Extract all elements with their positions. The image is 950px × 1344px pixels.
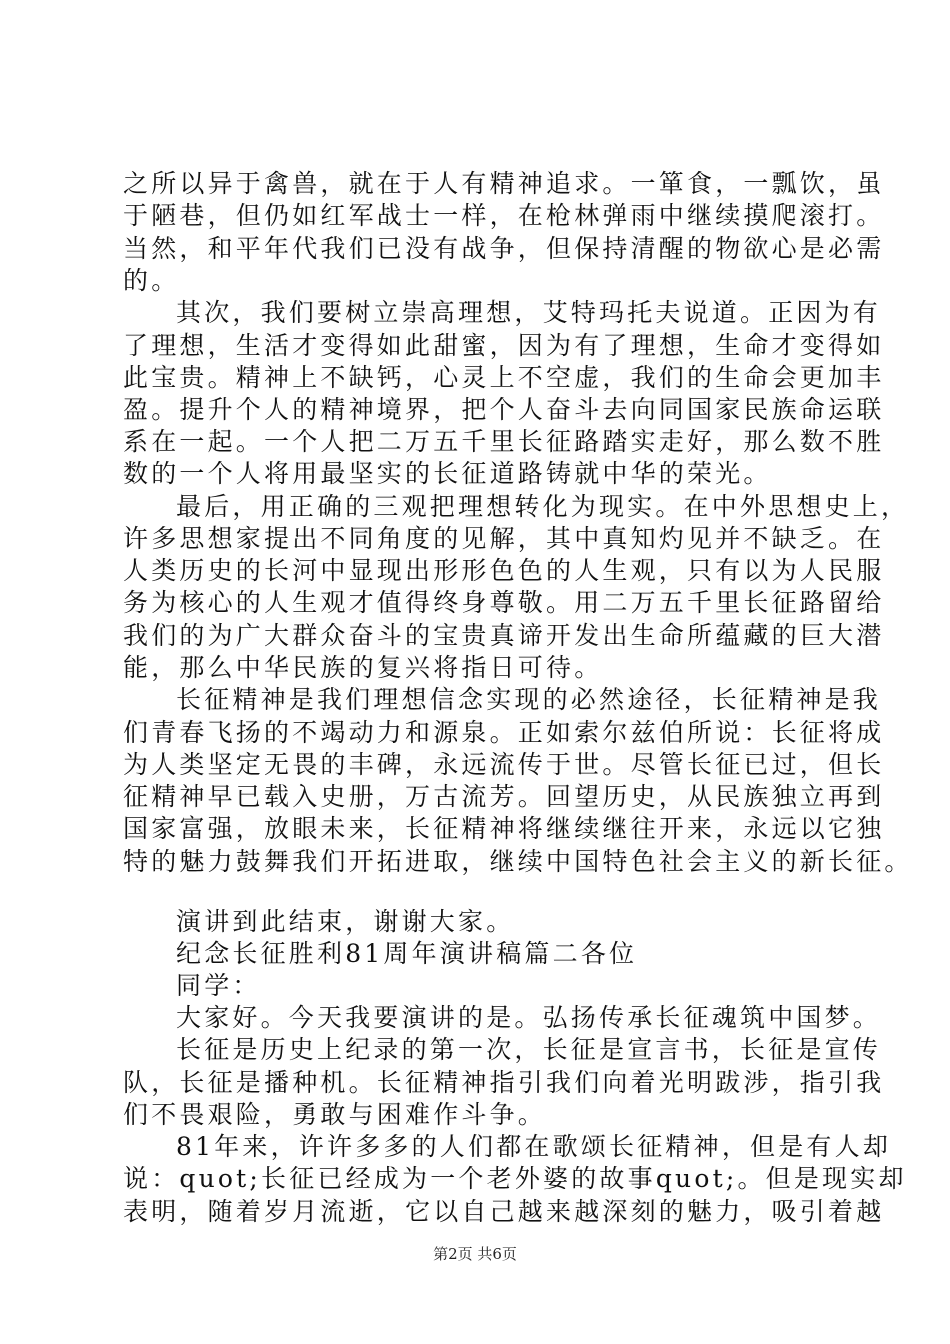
text-line-5: 其次，我们要树立崇高理想，艾特玛托夫说道。正因为有 xyxy=(176,298,882,327)
text-line-30: 81年来，许许多多的人们都在歌颂长征精神，但是有人却 xyxy=(176,1132,892,1161)
text-line-1: 之所以异于禽兽，就在于人有精神追求。一箪食，一瓢饮，虽 xyxy=(123,169,885,198)
text-line-13: 人类历史的长河中显现出形形色色的人生观，只有以为人民服 xyxy=(123,556,885,585)
text-line-17: 长征精神是我们理想信念实现的必然途径，长征精神是我 xyxy=(176,685,882,714)
text-line-6: 了理想，生活才变得如此甜蜜，因为有了理想，生命才变得如 xyxy=(123,331,885,360)
text-line-12: 许多思想家提出不同角度的见解，其中真知灼见并不缺乏。在 xyxy=(123,524,885,553)
text-line-14: 务为核心的人生观才值得终身尊敬。用二万五千里长征路留给 xyxy=(123,588,885,617)
text-line-4: 的。 xyxy=(123,266,180,295)
text-line-23: 演讲到此结束，谢谢大家。 xyxy=(176,907,515,936)
text-line-18: 们青春飞扬的不竭动力和源泉。正如索尔兹伯所说：长征将成 xyxy=(123,718,885,747)
text-line-19: 为人类坚定无畏的丰碑，永远流传于世。尽管长征已过，但长 xyxy=(123,750,885,779)
text-line-8: 盈。提升个人的精神境界，把个人奋斗去向同国家民族命运联 xyxy=(123,395,885,424)
text-line-11: 最后，用正确的三观把理想转化为现实。在中外思想史上， xyxy=(176,492,910,521)
text-line-29: 们不畏艰险，勇敢与困难作斗争。 xyxy=(123,1100,547,1129)
text-line-24: 纪念长征胜利81周年演讲稿篇二各位 xyxy=(176,939,638,968)
text-line-22: 特的魅力鼓舞我们开拓进取，继续中国特色社会主义的新长征。 xyxy=(123,847,913,876)
text-line-15: 我们的为广大群众奋斗的宝贵真谛开发出生命所蕴藏的巨大潜 xyxy=(123,621,885,650)
text-line-10: 数的一个人将用最坚实的长征道路铸就中华的荣光。 xyxy=(123,459,772,488)
text-line-32: 表明，随着岁月流逝，它以自己越来越深刻的魅力，吸引着越 xyxy=(123,1197,885,1226)
text-line-31: 说：quot;长征已经成为一个老外婆的故事quot;。但是现实却 xyxy=(123,1164,907,1193)
text-line-25: 同学： xyxy=(176,971,261,1000)
text-line-26: 大家好。今天我要演讲的是。弘扬传承长征魂筑中国梦。 xyxy=(176,1003,882,1032)
text-line-28: 队，长征是播种机。长征精神指引我们向着光明跋涉，指引我 xyxy=(123,1068,885,1097)
text-line-27: 长征是历史上纪录的第一次，长征是宣言书，长征是宣传 xyxy=(176,1035,882,1064)
text-line-20: 征精神早已载入史册，万古流芳。回望历史，从民族独立再到 xyxy=(123,782,885,811)
text-line-2: 于陋巷，但仍如红军战士一样，在枪林弹雨中继续摸爬滚打。 xyxy=(123,201,885,230)
text-line-9: 系在一起。一个人把二万五千里长征路踏实走好，那么数不胜 xyxy=(123,427,885,456)
text-line-16: 能，那么中华民族的复兴将指日可待。 xyxy=(123,653,603,682)
text-line-7: 此宝贵。精神上不缺钙，心灵上不空虚，我们的生命会更加丰 xyxy=(123,363,885,392)
text-line-21: 国家富强，放眼未来，长征精神将继续继往开来，永远以它独 xyxy=(123,814,885,843)
text-line-3: 当然，和平年代我们已没有战争，但保持清醒的物欲心是必需 xyxy=(123,234,885,263)
page-number-footer: 第2页 共6页 xyxy=(433,1245,517,1263)
